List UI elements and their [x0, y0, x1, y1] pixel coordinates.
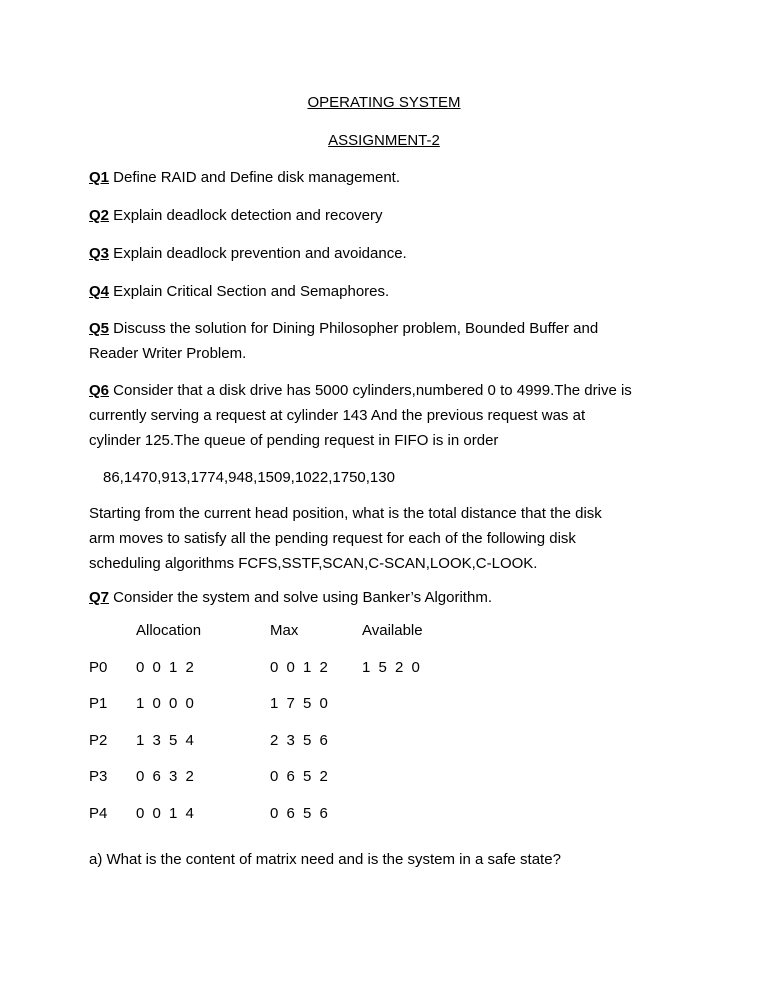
- question-number: Q5: [89, 320, 110, 337]
- header-allocation: Allocation: [136, 622, 202, 639]
- question-text: Explain deadlock detection and recovery: [109, 207, 383, 224]
- question-number: Q6: [89, 382, 110, 399]
- followup-line: Starting from the current head position, what is the total distance that the disk: [89, 505, 602, 522]
- table-row: [89, 764, 462, 801]
- question-text: Define RAID and Define disk management.: [109, 169, 400, 186]
- followup-line: scheduling algorithms FCFS,SSTF,SCAN,C-SCAN,LOOK,C-LOOK.: [89, 555, 538, 572]
- header-cell: [89, 618, 136, 655]
- followup-line: arm moves to satisfy all the pending request for each of the following disk: [89, 530, 576, 547]
- question-text-line: Consider that a disk drive has 5000 cylinders,numbered 0 to 4999.The drive is: [109, 382, 632, 399]
- available-cell: 1 5 2 0: [362, 658, 422, 676]
- available-cell: [362, 728, 462, 765]
- allocation-cell: 1 3 5 4: [136, 731, 196, 749]
- question-6: [89, 378, 689, 453]
- question-5: [89, 316, 689, 366]
- max-cell: 0 6 5 6: [270, 804, 330, 822]
- allocation-cell: 0 0 1 2: [136, 658, 196, 676]
- question-number: Q3: [89, 245, 110, 262]
- question-text: Explain deadlock prevention and avoidance.: [109, 245, 407, 262]
- question-number: Q4: [89, 283, 110, 300]
- question-text: Consider the system and solve using Banker’s Algorithm.: [109, 589, 492, 606]
- assignment-subtitle: ASSIGNMENT-2: [328, 132, 440, 149]
- question-number: Q1: [89, 169, 110, 186]
- table-header-row: [89, 618, 462, 655]
- header-available: Available: [362, 622, 423, 639]
- question-text-line: currently serving a request at cylinder 143 And the previous request was at: [89, 407, 586, 424]
- max-cell: 0 6 5 2: [270, 768, 330, 785]
- question-number: Q7: [89, 589, 110, 606]
- question-4: [89, 279, 689, 304]
- question-text-line: cylinder 125.The queue of pending request in FIFO is in order: [89, 432, 499, 449]
- max-cell: 0 0 1 2: [270, 658, 330, 676]
- allocation-cell: 1 0 0 0: [136, 695, 196, 712]
- process-cell: P4: [89, 804, 108, 822]
- bankers-table: [89, 618, 462, 837]
- allocation-cell: 0 6 3 2: [136, 768, 196, 785]
- available-cell: [362, 691, 462, 728]
- request-queue-sequence: 86,1470,913,1774,948,1509,1022,1750,130: [103, 469, 395, 486]
- question-text-line: Reader Writer Problem.: [89, 345, 247, 362]
- question-text-line: Discuss the solution for Dining Philosopher problem, Bounded Buffer and: [109, 320, 599, 337]
- table-row: [89, 728, 462, 765]
- question-2: [89, 203, 689, 228]
- process-cell: P3: [89, 768, 108, 785]
- question-1: [89, 165, 689, 190]
- q7-subquestion-a: a) What is the content of matrix need and is the system in a safe state?: [89, 851, 561, 868]
- question-6-followup: [89, 501, 689, 576]
- table-row: [89, 801, 462, 838]
- available-cell: [362, 801, 462, 838]
- question-number: Q2: [89, 207, 110, 224]
- document-title: OPERATING SYSTEM: [307, 94, 461, 111]
- question-7: [89, 585, 689, 610]
- max-cell: 1 7 5 0: [270, 695, 330, 712]
- available-cell: [362, 764, 462, 801]
- process-cell: P2: [89, 731, 108, 749]
- process-cell: P1: [89, 695, 108, 712]
- header-max: Max: [270, 622, 299, 639]
- table-row: [89, 691, 462, 728]
- question-text: Explain Critical Section and Semaphores.: [109, 283, 390, 300]
- question-3: [89, 241, 689, 266]
- max-cell: 2 3 5 6: [270, 731, 330, 749]
- table-row: [89, 655, 462, 692]
- process-cell: P0: [89, 658, 108, 676]
- allocation-cell: 0 0 1 4: [136, 804, 196, 822]
